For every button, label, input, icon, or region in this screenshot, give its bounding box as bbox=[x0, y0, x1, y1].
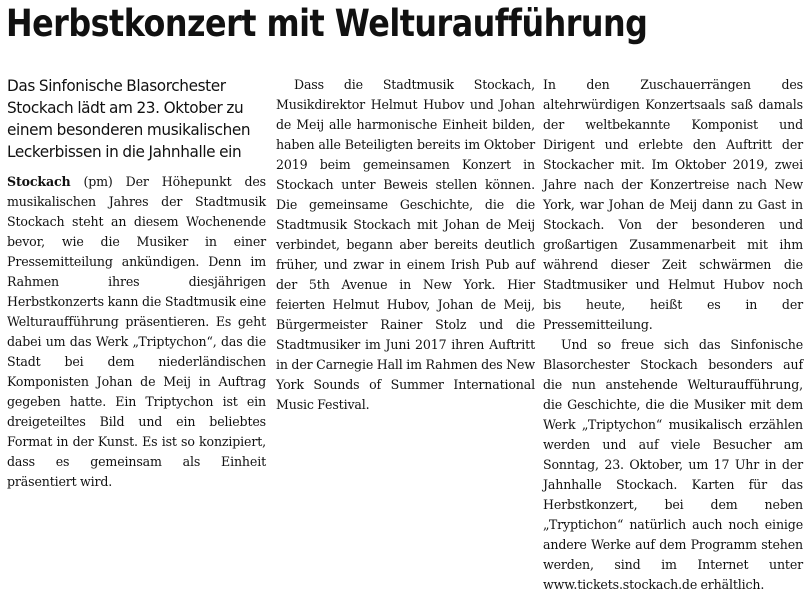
headline: Herbstkonzert mit Welturaufführung bbox=[6, 2, 648, 45]
column-3 bbox=[543, 75, 803, 595]
column-2 bbox=[276, 75, 535, 415]
body-paragraph-2: Dass die Stadtmusik Stockach, Musikdirektor Helmut Hubov und Johan de Meij alle harmonische Einheit bilden, haben alle Beteiligten bereits im Oktober 2019 beim gemeinsamen Konzert in Stockach unter Beweis stellen können. Die gemeinsame Geschichte, die die Stadtmusik Stockach mit Johan de Meij verbindet, begann aber bereits deutlich früher, und zwar in einem Irish Pub auf der 5th Avenue in New York. Hier feierten Helmut Hubov, Johan de Meij, Bürgermeister Rainer Stolz und die Stadtmusiker im Juni 2017 ihren Auftritt in der Carnegie Hall im Rahmen des New York Sounds of Summer International Music Festival. bbox=[276, 77, 535, 412]
body-paragraph-4: Und so freue sich das Sinfonische Blasorchester Stockach besonders auf die nun anstehende Welturaufführung, die Geschichte, die die Musiker mit dem Werk „Triptychon“ musikalisch erzählen werden und auf viele Besucher am Sonntag, 23. Oktober, um 17 Uhr in der Jahnhalle Stockach. Karten für das Herbstkonzert, bei dem neben „Tryptichon“ natürlich auch noch einige andere Werke auf dem Programm stehen werden, sind im Internet unter www.tickets.stockach.de erhältlich. bbox=[543, 337, 803, 592]
body-paragraph-3-continued: In den Zuschauerrängen des altehrwürdigen Konzertsaals saß damals der weltbekannte Komponist und Dirigent und erlebte den Auftritt der Stockacher mit. Im Oktober 2019, zwei Jahre nach der Konzertreise nach New York, war Johan de Meij dann zu Gast in Stockach. Von der besonderen und großartigen Zusammenarbeit mit ihm während dieser Zeit schwärmen die Stadtmusiker und Helmut Hubov noch bis heute, heißt es in der Pressemitteilung. bbox=[543, 77, 803, 332]
body-paragraph-1 bbox=[7, 172, 266, 492]
dateline: Stockach bbox=[7, 174, 71, 189]
paragraph-1-text: (pm) Der Höhepunkt des musikalischen Jahres der Stadtmusik Stockach steht an diesem Wochenende bevor, wie die Musiker in einer Pressemitteilung ankündigen. Denn im Rahmen ihres diesjährigen Herbstkonzerts kann die Stadtmusik eine Welturaufführung präsentieren. Es geht dabei um das Werk „Triptychon“, das die Stadt bei dem niederländischen Komponisten Johan de Meij in Auftrag gegeben hatte. Ein Triptychon ist ein dreigeteiltes Bild und ein beliebtes Format in der Kunst. Es ist so konzipiert, dass es gemeinsam als Einheit präsentiert wird. bbox=[7, 174, 266, 489]
column-1 bbox=[7, 75, 266, 492]
lead-text: Das Sinfonische Blasorchester Stockach lädt am 23. Oktober zu einem besonderen musikalischen Leckerbissen in die Jahnhalle ein bbox=[7, 77, 251, 161]
